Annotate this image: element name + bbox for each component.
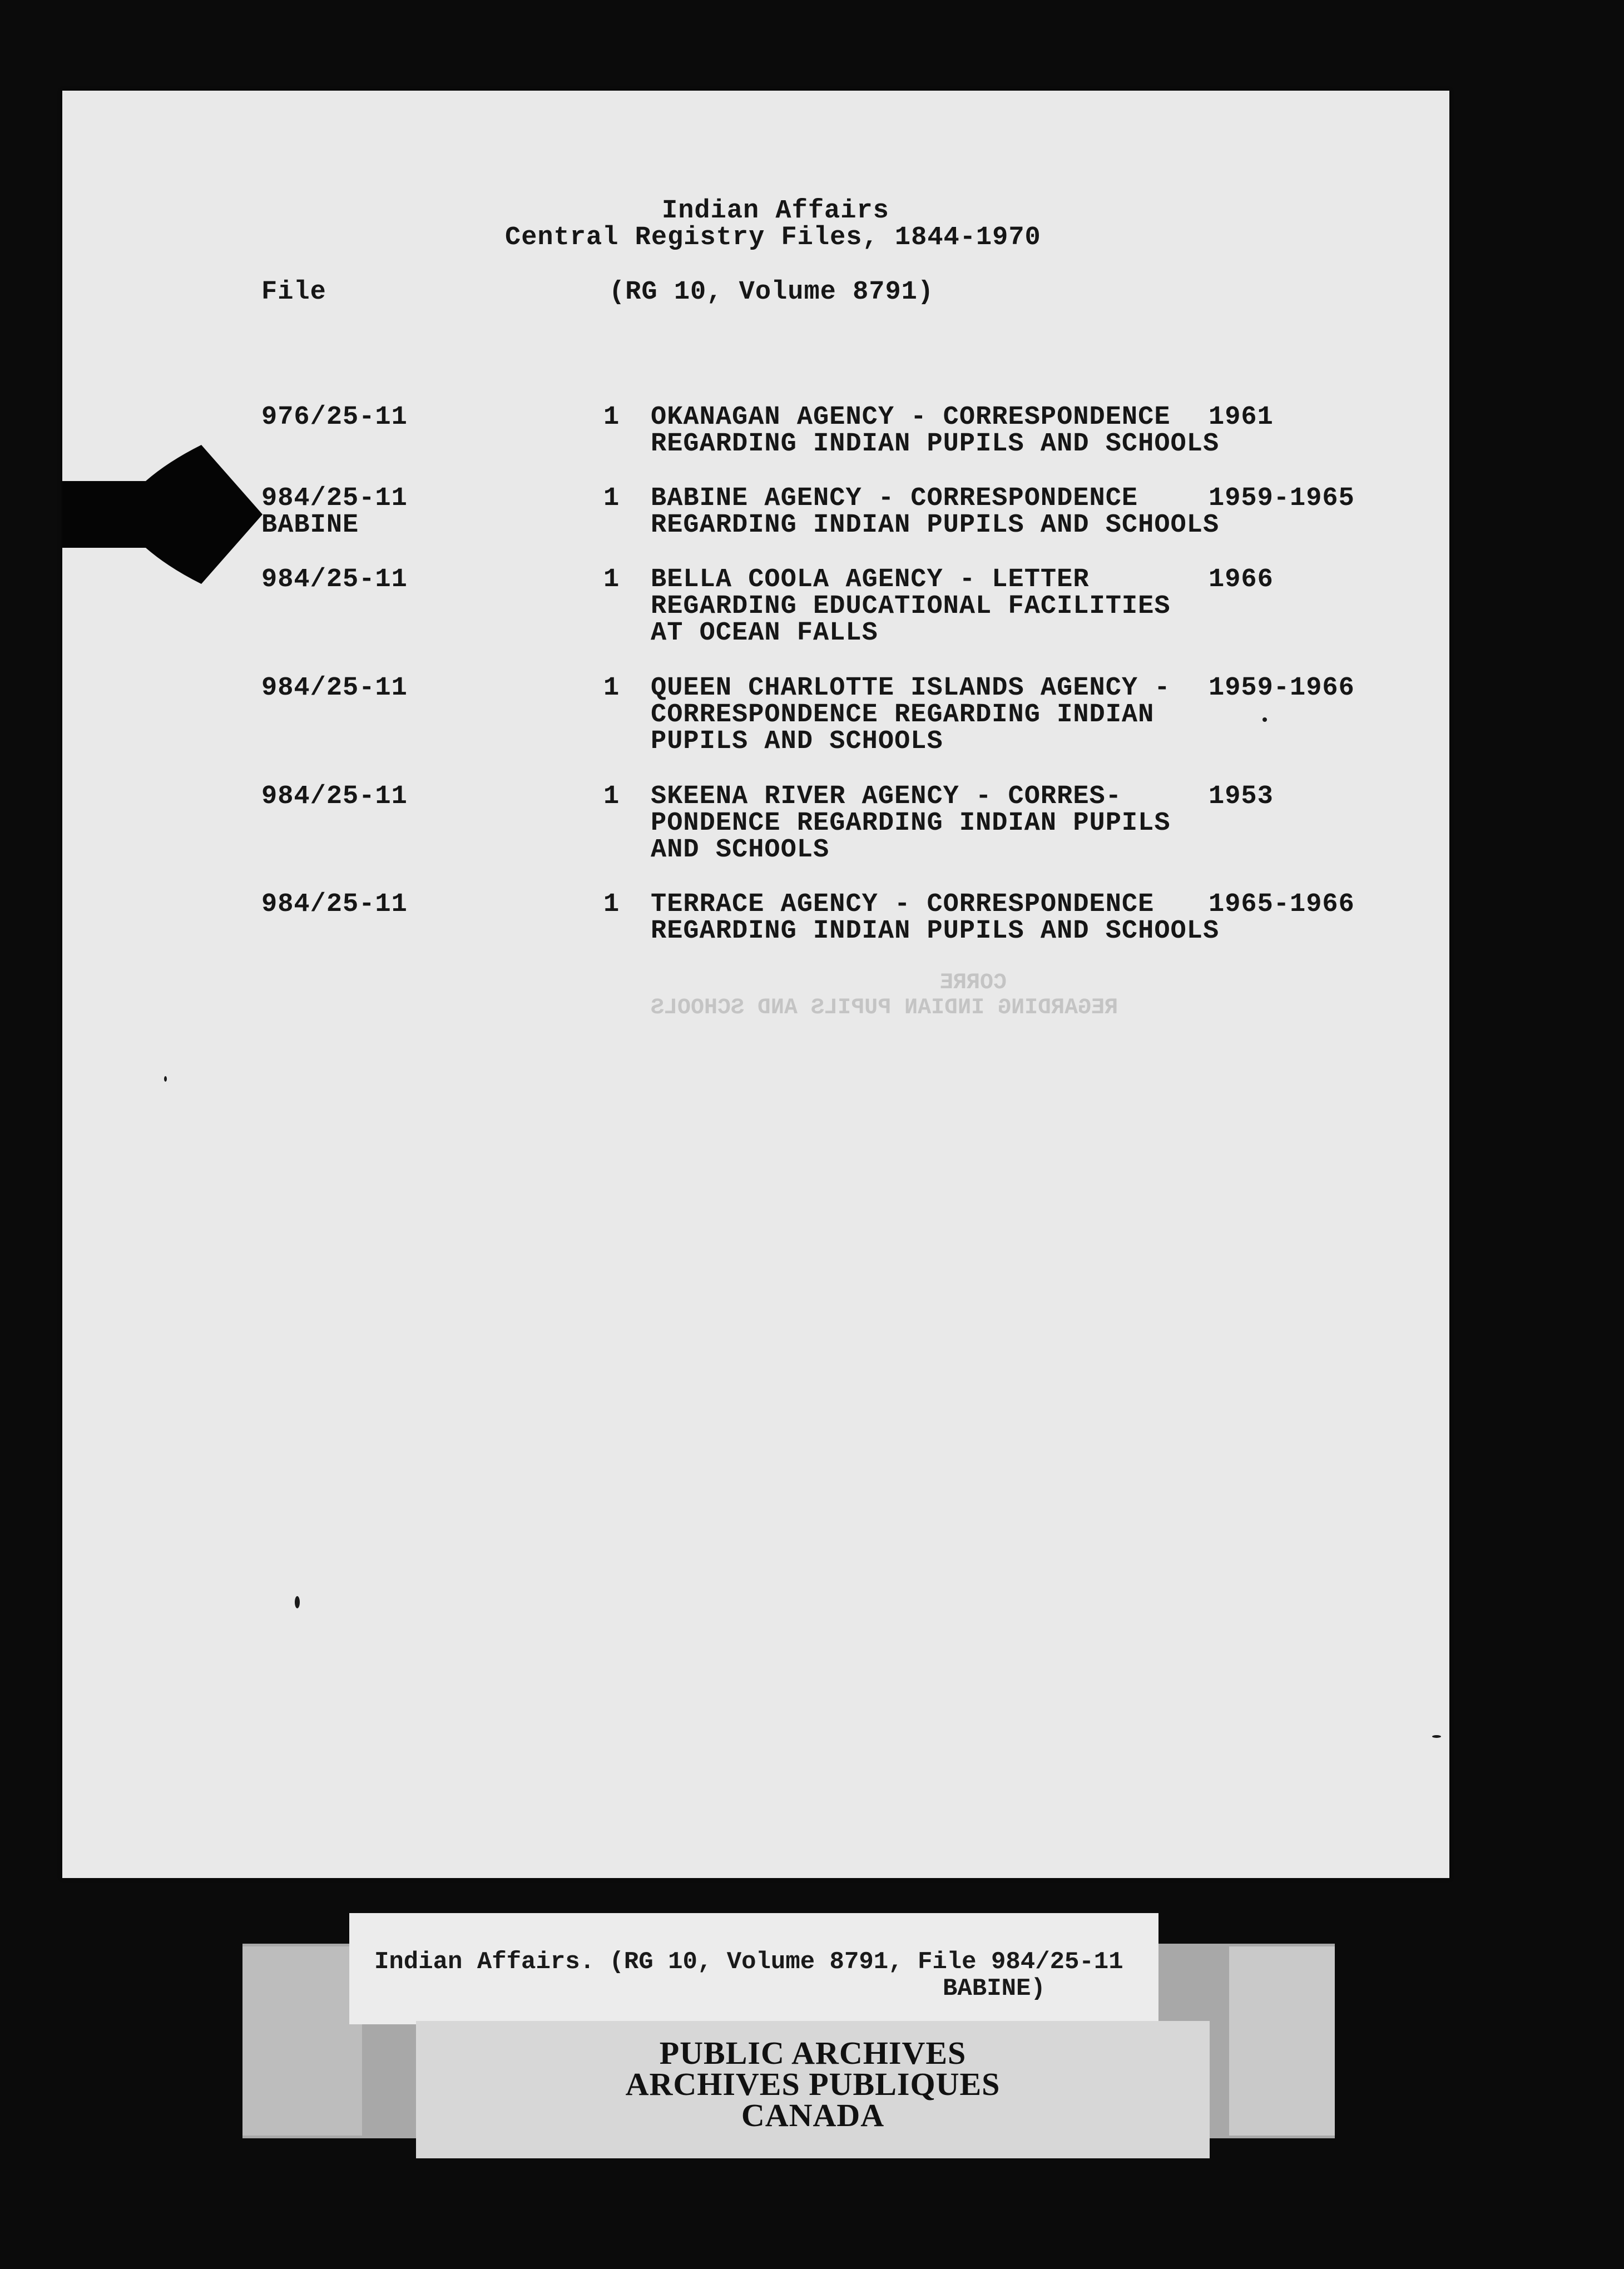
file-description: QUEEN CHARLOTTE ISLANDS AGENCY - — [651, 673, 1171, 703]
file-count: 1 — [603, 890, 620, 919]
file-description: REGARDING EDUCATIONAL FACILITIES — [651, 592, 1171, 621]
speck — [295, 1596, 300, 1608]
file-number: 976/25-11 — [261, 403, 408, 432]
file-number: 984/25-11 — [261, 890, 408, 919]
file-description: TERRACE AGENCY - CORRESPONDENCE — [651, 890, 1155, 919]
file-description: REGARDING INDIAN PUPILS AND SCHOOLS — [651, 916, 1220, 946]
file-description: REGARDING INDIAN PUPILS AND SCHOOLS — [651, 429, 1220, 459]
file-count: 1 — [603, 403, 620, 432]
stamp-line: CANADA — [741, 2097, 885, 2133]
slip-reference-line: Indian Affairs. (RG 10, Volume 8791, File 984/25-11 — [374, 1948, 1123, 1976]
speck — [164, 1076, 167, 1082]
file-description: AT OCEAN FALLS — [651, 618, 878, 648]
label-band-left — [242, 1946, 362, 2136]
file-date: 1961 — [1209, 403, 1274, 432]
file-number: 984/25-11 — [261, 673, 408, 703]
label-band-right — [1229, 1946, 1335, 2136]
pointer-arrow-icon — [62, 434, 263, 595]
stamp-line: ARCHIVES PUBLIQUES — [625, 2066, 1001, 2102]
document-page — [62, 91, 1449, 1878]
file-count: 1 — [603, 484, 620, 513]
show-through-text: REGARDING INDIAN PUPILS AND SCHOOLS — [651, 995, 1118, 1020]
file-date: 1959-1965 — [1209, 484, 1355, 513]
file-date: 1953 — [1209, 782, 1274, 811]
speck — [1262, 717, 1267, 722]
volume-label: (RG 10, Volume 8791) — [609, 278, 934, 307]
file-description: BELLA COOLA AGENCY - LETTER — [651, 565, 1090, 595]
reference-slip — [349, 1913, 1158, 2024]
file-description: REGARDING INDIAN PUPILS AND SCHOOLS — [651, 511, 1220, 540]
file-number: 984/25-11 — [261, 782, 408, 811]
file-description: PONDENCE REGARDING INDIAN PUPILS — [651, 809, 1171, 838]
speck — [1432, 1735, 1441, 1738]
file-number: 984/25-11 — [261, 565, 408, 595]
file-date: 1959-1966 — [1209, 673, 1355, 703]
file-number: 984/25-11 — [261, 484, 408, 513]
file-count: 1 — [603, 673, 620, 703]
document-title: Indian Affairs — [662, 196, 889, 226]
file-column-label: File — [261, 278, 326, 307]
document-subtitle: Central Registry Files, 1844-1970 — [505, 223, 1041, 252]
slip-reference-line: BABINE) — [943, 1975, 1046, 2003]
file-date: 1966 — [1209, 565, 1274, 595]
file-subname: BABINE — [261, 511, 359, 540]
file-description: PUPILS AND SCHOOLS — [651, 727, 943, 756]
stamp-line: PUBLIC ARCHIVES — [659, 2035, 967, 2071]
file-count: 1 — [603, 565, 620, 595]
file-date: 1965-1966 — [1209, 890, 1355, 919]
file-description: BABINE AGENCY - CORRESPONDENCE — [651, 484, 1138, 513]
file-description: SKEENA RIVER AGENCY - CORRES- — [651, 782, 1122, 811]
file-description: CORRESPONDENCE REGARDING INDIAN — [651, 700, 1155, 730]
file-count: 1 — [603, 782, 620, 811]
file-description: OKANAGAN AGENCY - CORRESPONDENCE — [651, 403, 1171, 432]
archives-stamp — [416, 2021, 1210, 2158]
show-through-text: CORRE — [940, 970, 1007, 995]
file-description: AND SCHOOLS — [651, 835, 830, 865]
